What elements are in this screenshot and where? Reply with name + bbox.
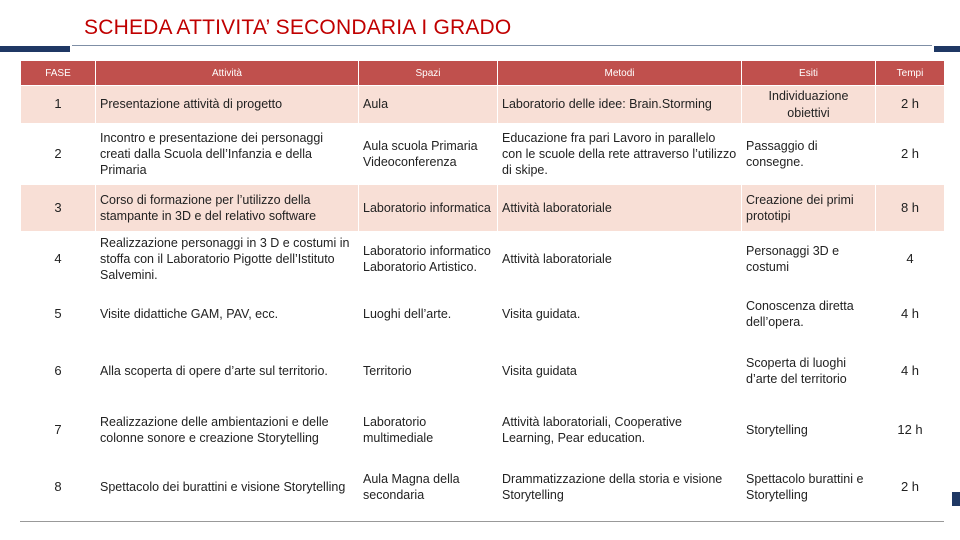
table-row: [21, 460, 945, 515]
cell-attivita: Presentazione attività di progetto: [96, 86, 359, 124]
cell-fase: 5: [21, 287, 96, 342]
table-row: [21, 124, 945, 185]
cell-esiti: Creazione dei primi prototipi: [742, 185, 876, 232]
cell-fase: 3: [21, 185, 96, 232]
cell-tempi: 12 h: [876, 401, 945, 460]
cell-esiti: Passaggio di consegne.: [742, 124, 876, 185]
table-row: [21, 232, 945, 287]
cell-spazi: Aula: [359, 86, 498, 124]
header-esiti: Esiti: [742, 61, 876, 86]
table-header-row: [21, 61, 945, 86]
header-tempi: Tempi: [876, 61, 945, 86]
cell-spazi: Aula scuola Primaria Videoconferenza: [359, 124, 498, 185]
table-row: [21, 342, 945, 401]
cell-esiti: Spettacolo burattini e Storytelling: [742, 460, 876, 515]
cell-attivita: Incontro e presentazione dei personaggi creati dalla Scuola dell’Infanzia e della Primaria: [96, 124, 359, 185]
table-row: [21, 86, 945, 124]
activity-table: [20, 60, 944, 515]
cell-tempi: 2 h: [876, 124, 945, 185]
cell-attivita: Realizzazione personaggi in 3 D e costumi in stoffa con il Laboratorio Pigotte dell’Istituto Salvemini.: [96, 232, 359, 287]
cell-tempi: 8 h: [876, 185, 945, 232]
cell-tempi: 4 h: [876, 342, 945, 401]
cell-attivita: Spettacolo dei burattini e visione Storytelling: [96, 460, 359, 515]
table-bottom-border: [20, 521, 944, 522]
title-rule-line: [72, 45, 932, 46]
cell-metodi: Attività laboratoriale: [498, 232, 742, 287]
side-accent-mark: [952, 492, 960, 506]
cell-esiti: Storytelling: [742, 401, 876, 460]
cell-spazi: Laboratorio multimediale: [359, 401, 498, 460]
cell-attivita: Visite didattiche GAM, PAV, ecc.: [96, 287, 359, 342]
cell-fase: 6: [21, 342, 96, 401]
cell-fase: 7: [21, 401, 96, 460]
header-spazi: Spazi: [359, 61, 498, 86]
cell-metodi: Educazione fra pari Lavoro in parallelo con le scuole della rete attraverso l’utilizzo di skipe.: [498, 124, 742, 185]
header-fase: FASE: [21, 61, 96, 86]
cell-metodi: Laboratorio delle idee: Brain.Storming: [498, 86, 742, 124]
cell-esiti: Conoscenza diretta dell’opera.: [742, 287, 876, 342]
cell-attivita: Corso di formazione per l’utilizzo della stampante in 3D e del relativo software: [96, 185, 359, 232]
table-row: [21, 185, 945, 232]
title-rule-accent-right: [934, 46, 960, 52]
cell-spazi: Luoghi dell’arte.: [359, 287, 498, 342]
cell-tempi: 4 h: [876, 287, 945, 342]
activity-table-container: [20, 60, 944, 522]
cell-metodi: Visita guidata: [498, 342, 742, 401]
cell-tempi: 4: [876, 232, 945, 287]
cell-fase: 1: [21, 86, 96, 124]
cell-metodi: Visita guidata.: [498, 287, 742, 342]
cell-fase: 8: [21, 460, 96, 515]
cell-fase: 4: [21, 232, 96, 287]
cell-esiti: Personaggi 3D e costumi: [742, 232, 876, 287]
cell-attivita: Realizzazione delle ambientazioni e delle colonne sonore e creazione Storytelling: [96, 401, 359, 460]
cell-spazi: Laboratorio informatica: [359, 185, 498, 232]
cell-attivita: Alla scoperta di opere d’arte sul territorio.: [96, 342, 359, 401]
cell-tempi: 2 h: [876, 460, 945, 515]
cell-esiti: Individuazione obiettivi: [742, 86, 876, 124]
cell-metodi: Drammatizzazione della storia e visione Storytelling: [498, 460, 742, 515]
table-row: [21, 287, 945, 342]
cell-fase: 2: [21, 124, 96, 185]
header-metodi: Metodi: [498, 61, 742, 86]
table-row: [21, 401, 945, 460]
title-rule-accent-left: [0, 46, 70, 52]
cell-metodi: Attività laboratoriali, Cooperative Learning, Pear education.: [498, 401, 742, 460]
cell-spazi: Aula Magna della secondaria: [359, 460, 498, 515]
cell-esiti: Scoperta di luoghi d’arte del territorio: [742, 342, 876, 401]
cell-tempi: 2 h: [876, 86, 945, 124]
page-title: SCHEDA ATTIVITA’ SECONDARIA I GRADO: [84, 16, 512, 39]
header-attivita: Attività: [96, 61, 359, 86]
cell-metodi: Attività laboratoriale: [498, 185, 742, 232]
cell-spazi: Laboratorio informatico Laboratorio Artistico.: [359, 232, 498, 287]
cell-spazi: Territorio: [359, 342, 498, 401]
